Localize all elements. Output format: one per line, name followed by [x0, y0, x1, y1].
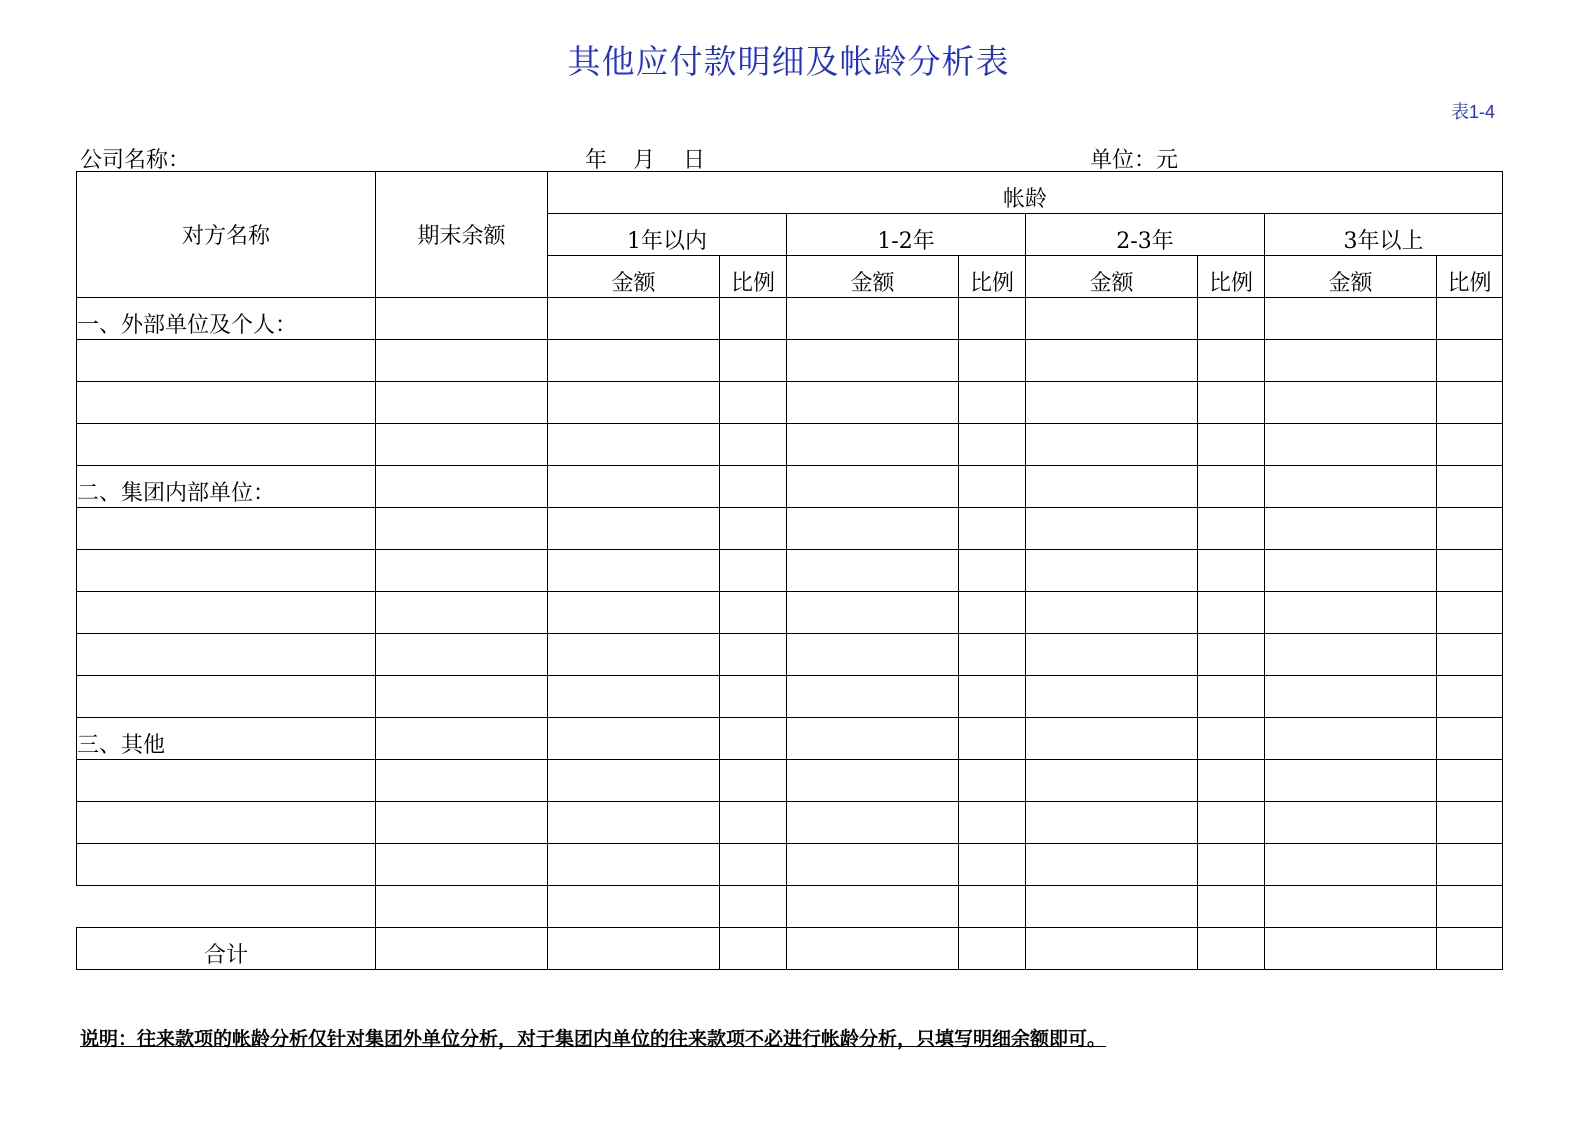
table-row — [77, 508, 1503, 550]
cell[interactable] — [959, 340, 1026, 382]
cell[interactable] — [376, 550, 548, 592]
year-label: 年 — [585, 148, 608, 173]
cell[interactable] — [959, 634, 1026, 676]
header-bucket-1-2y: 1-2年 — [787, 214, 1026, 256]
cell[interactable] — [1198, 928, 1265, 970]
cell[interactable] — [959, 886, 1026, 928]
cell[interactable] — [1437, 382, 1503, 424]
cell[interactable] — [1265, 508, 1437, 550]
cell[interactable] — [1437, 760, 1503, 802]
table-row — [77, 340, 1503, 382]
header-bucket-2-3y: 2-3年 — [1026, 214, 1265, 256]
cell[interactable] — [77, 382, 376, 424]
cell[interactable] — [1198, 382, 1265, 424]
cell[interactable] — [787, 760, 959, 802]
aging-table — [76, 171, 1503, 970]
table-row — [77, 550, 1503, 592]
cell[interactable] — [548, 550, 720, 592]
cell[interactable] — [376, 592, 548, 634]
cell[interactable] — [720, 466, 787, 508]
cell[interactable] — [1198, 760, 1265, 802]
table-row — [77, 802, 1503, 844]
cell[interactable] — [787, 550, 959, 592]
header-ratio: 比例 — [959, 256, 1026, 298]
header-ratio: 比例 — [1198, 256, 1265, 298]
section-label-other: 三、其他 — [77, 718, 376, 760]
table-row — [77, 676, 1503, 718]
cell[interactable] — [1198, 718, 1265, 760]
cell[interactable] — [1265, 382, 1437, 424]
cell[interactable] — [77, 508, 376, 550]
cell[interactable] — [1198, 550, 1265, 592]
cell[interactable] — [720, 592, 787, 634]
cell[interactable] — [376, 340, 548, 382]
cell[interactable] — [959, 802, 1026, 844]
cell[interactable] — [720, 340, 787, 382]
cell[interactable] — [376, 424, 548, 466]
section-label-external: 一、外部单位及个人： — [77, 298, 376, 340]
table-row — [77, 844, 1503, 886]
cell[interactable] — [548, 802, 720, 844]
cell[interactable] — [1026, 508, 1198, 550]
section-row-external — [77, 298, 1503, 340]
cell[interactable] — [959, 382, 1026, 424]
cell[interactable] — [1437, 424, 1503, 466]
cell[interactable] — [1265, 298, 1437, 340]
cell[interactable] — [1265, 928, 1437, 970]
cell[interactable] — [720, 760, 787, 802]
cell[interactable] — [959, 508, 1026, 550]
cell[interactable] — [1437, 718, 1503, 760]
table-row — [77, 886, 1503, 928]
cell[interactable] — [1265, 676, 1437, 718]
cell[interactable] — [548, 676, 720, 718]
header-ratio: 比例 — [1437, 256, 1503, 298]
cell[interactable] — [1265, 466, 1437, 508]
section-row-other — [77, 718, 1503, 760]
cell[interactable] — [77, 844, 376, 886]
cell[interactable] — [1265, 424, 1437, 466]
cell[interactable] — [1437, 298, 1503, 340]
cell[interactable] — [787, 592, 959, 634]
cell[interactable] — [720, 508, 787, 550]
cell[interactable] — [787, 340, 959, 382]
cell[interactable] — [1198, 886, 1265, 928]
cell[interactable] — [548, 508, 720, 550]
cell[interactable] — [959, 844, 1026, 886]
cell[interactable] — [548, 844, 720, 886]
header-counterparty: 对方名称 — [77, 172, 376, 298]
cell[interactable] — [548, 592, 720, 634]
table-row — [77, 760, 1503, 802]
table-number: 表1-4 — [1450, 102, 1495, 122]
cell[interactable] — [548, 886, 720, 928]
cell[interactable] — [720, 718, 787, 760]
cell[interactable] — [720, 298, 787, 340]
cell[interactable] — [376, 886, 548, 928]
cell[interactable] — [1026, 844, 1198, 886]
cell[interactable] — [1198, 466, 1265, 508]
cell[interactable] — [1265, 718, 1437, 760]
cell[interactable] — [787, 844, 959, 886]
cell[interactable] — [1026, 550, 1198, 592]
cell[interactable] — [720, 382, 787, 424]
cell[interactable] — [548, 382, 720, 424]
cell[interactable] — [1198, 592, 1265, 634]
company-name-label: 公司名称： — [80, 148, 191, 173]
cell[interactable] — [77, 802, 376, 844]
header-ending-balance: 期末余额 — [376, 172, 548, 298]
cell[interactable] — [1026, 466, 1198, 508]
cell[interactable] — [1026, 760, 1198, 802]
cell[interactable] — [1026, 424, 1198, 466]
cell[interactable] — [77, 424, 376, 466]
cell[interactable] — [1026, 928, 1198, 970]
header-bucket-over-3y: 3年以上 — [1265, 214, 1503, 256]
cell[interactable] — [1026, 676, 1198, 718]
section-label-internal: 二、集团内部单位： — [77, 466, 376, 508]
cell[interactable] — [1026, 382, 1198, 424]
table-row — [77, 382, 1503, 424]
cell[interactable] — [1437, 928, 1503, 970]
cell[interactable] — [1437, 508, 1503, 550]
cell[interactable] — [787, 466, 959, 508]
cell[interactable] — [376, 844, 548, 886]
cell[interactable] — [1437, 844, 1503, 886]
cell[interactable] — [1026, 298, 1198, 340]
cell[interactable] — [548, 634, 720, 676]
cell[interactable] — [548, 424, 720, 466]
cell[interactable] — [1026, 886, 1198, 928]
cell[interactable] — [1198, 676, 1265, 718]
cell[interactable] — [376, 802, 548, 844]
cell[interactable] — [959, 550, 1026, 592]
cell[interactable] — [77, 760, 376, 802]
header-aging: 帐龄 — [548, 172, 1503, 214]
day-label: 日 — [683, 148, 706, 173]
cell[interactable] — [720, 424, 787, 466]
cell[interactable] — [376, 382, 548, 424]
cell[interactable] — [1026, 802, 1198, 844]
cell[interactable] — [1265, 592, 1437, 634]
cell[interactable] — [1198, 508, 1265, 550]
cell[interactable] — [376, 676, 548, 718]
cell[interactable] — [1437, 466, 1503, 508]
cell[interactable] — [548, 466, 720, 508]
table-row — [77, 424, 1503, 466]
cell[interactable] — [1198, 424, 1265, 466]
header-amount: 金额 — [1265, 256, 1437, 298]
cell[interactable] — [1437, 550, 1503, 592]
cell[interactable] — [959, 928, 1026, 970]
cell[interactable] — [1437, 592, 1503, 634]
cell[interactable] — [77, 886, 376, 928]
cell[interactable] — [376, 760, 548, 802]
total-label: 合计 — [77, 928, 376, 970]
footnote: 说明：往来款项的帐龄分析仅针对集团外单位分析，对于集团内单位的往来款项不必进行帐龄分析，只填写明细余额即可。 — [80, 1028, 1107, 1050]
cell[interactable] — [1265, 634, 1437, 676]
cell[interactable] — [720, 886, 787, 928]
cell[interactable] — [1198, 802, 1265, 844]
header-amount: 金额 — [548, 256, 720, 298]
cell[interactable] — [376, 634, 548, 676]
cell[interactable] — [376, 508, 548, 550]
cell[interactable] — [1437, 634, 1503, 676]
header-amount: 金额 — [1026, 256, 1198, 298]
cell[interactable] — [1265, 802, 1437, 844]
cell[interactable] — [1437, 886, 1503, 928]
cell[interactable] — [1026, 340, 1198, 382]
cell[interactable] — [787, 424, 959, 466]
cell[interactable] — [548, 928, 720, 970]
cell[interactable] — [1026, 592, 1198, 634]
cell[interactable] — [787, 508, 959, 550]
cell[interactable] — [376, 928, 548, 970]
section-row-internal — [77, 466, 1503, 508]
cell[interactable] — [787, 298, 959, 340]
unit-label: 单位：元 — [1090, 148, 1179, 173]
cell[interactable] — [720, 676, 787, 718]
cell[interactable] — [720, 550, 787, 592]
cell[interactable] — [548, 340, 720, 382]
page-title: 其他应付款明细及帐龄分析表 — [567, 42, 1010, 81]
cell[interactable] — [548, 298, 720, 340]
cell[interactable] — [1198, 844, 1265, 886]
cell[interactable] — [77, 634, 376, 676]
cell[interactable] — [1437, 802, 1503, 844]
cell[interactable] — [1265, 844, 1437, 886]
cell[interactable] — [548, 760, 720, 802]
cell[interactable] — [376, 718, 548, 760]
cell[interactable] — [720, 844, 787, 886]
cell[interactable] — [720, 802, 787, 844]
cell[interactable] — [77, 592, 376, 634]
cell[interactable] — [959, 424, 1026, 466]
cell[interactable] — [1265, 550, 1437, 592]
cell[interactable] — [959, 718, 1026, 760]
cell[interactable] — [1198, 634, 1265, 676]
cell[interactable] — [720, 634, 787, 676]
cell[interactable] — [77, 550, 376, 592]
cell[interactable] — [720, 928, 787, 970]
cell[interactable] — [1437, 676, 1503, 718]
cell[interactable] — [1437, 340, 1503, 382]
cell[interactable] — [1265, 760, 1437, 802]
cell[interactable] — [787, 886, 959, 928]
cell[interactable] — [1026, 634, 1198, 676]
cell[interactable] — [787, 382, 959, 424]
cell[interactable] — [1198, 340, 1265, 382]
cell[interactable] — [1198, 298, 1265, 340]
table-row — [77, 592, 1503, 634]
cell[interactable] — [1026, 718, 1198, 760]
cell[interactable] — [959, 760, 1026, 802]
cell[interactable] — [376, 466, 548, 508]
cell[interactable] — [959, 676, 1026, 718]
header-ratio: 比例 — [720, 256, 787, 298]
cell[interactable] — [959, 466, 1026, 508]
total-row — [77, 928, 1503, 970]
header-amount: 金额 — [787, 256, 959, 298]
cell[interactable] — [548, 718, 720, 760]
cell[interactable] — [959, 592, 1026, 634]
cell[interactable] — [376, 298, 548, 340]
cell[interactable] — [77, 676, 376, 718]
cell[interactable] — [787, 676, 959, 718]
header-bucket-within-1y: 1年以内 — [548, 214, 787, 256]
cell[interactable] — [1265, 886, 1437, 928]
cell[interactable] — [787, 802, 959, 844]
cell[interactable] — [787, 634, 959, 676]
month-label: 月 — [633, 148, 656, 173]
cell[interactable] — [787, 718, 959, 760]
cell[interactable] — [959, 298, 1026, 340]
cell[interactable] — [787, 928, 959, 970]
cell[interactable] — [77, 340, 376, 382]
cell[interactable] — [1265, 340, 1437, 382]
table-row — [77, 634, 1503, 676]
